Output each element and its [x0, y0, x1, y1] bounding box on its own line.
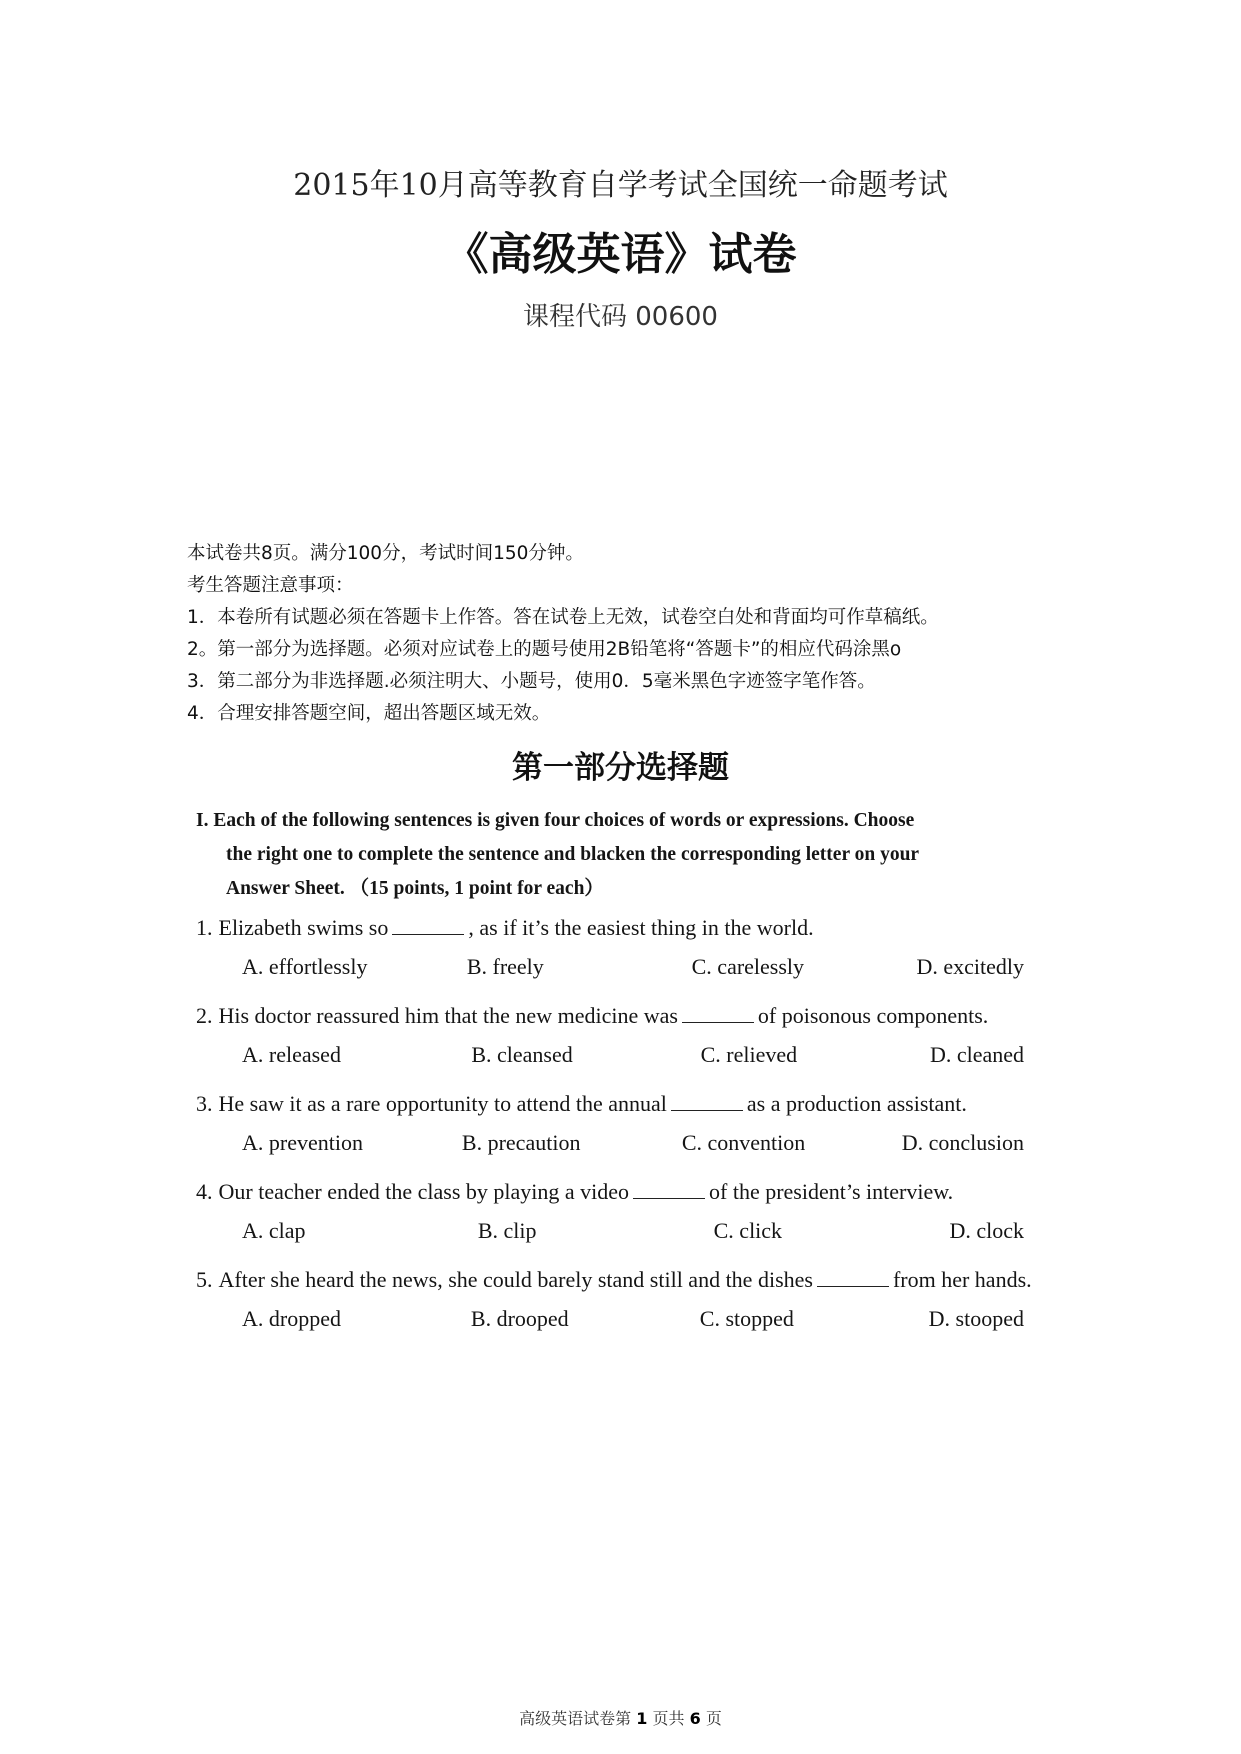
- question-text: [196, 996, 1042, 1036]
- option-d: D. conclusion: [901, 1130, 1024, 1155]
- option-d: D. clock: [949, 1218, 1024, 1243]
- question-stem-before: Elizabeth swims so: [218, 915, 389, 940]
- option-d: D. excitedly: [916, 954, 1024, 979]
- note-line: 本试卷共8页。满分100分，考试时间150分钟。: [187, 543, 584, 564]
- section-title: 第一部分选择题: [512, 750, 729, 786]
- instruction-line: Answer Sheet. （15 points, 1 point for each）: [226, 878, 604, 899]
- footer-page-number: 1: [636, 1709, 648, 1728]
- exam-title: 2015年10月高等教育自学考试全国统一命题考试: [293, 168, 948, 203]
- page-footer: [0, 1706, 1241, 1729]
- question-text: [196, 1260, 1042, 1300]
- question-stem-after: as a production assistant.: [746, 1091, 967, 1116]
- option-c: C. convention: [681, 1130, 806, 1155]
- option-row: [196, 1036, 1042, 1074]
- question-stem-before: He saw it as a rare opportunity to attend the annual: [218, 1091, 667, 1116]
- option-d: D. stooped: [928, 1306, 1024, 1331]
- answer-blank: [392, 916, 464, 935]
- answer-blank: [633, 1180, 705, 1199]
- question-stem-before: After she heard the news, she could barely stand still and the dishes: [218, 1267, 813, 1292]
- option-a: A. released: [242, 1042, 341, 1067]
- note-line: 2。第一部分为选择题。必须对应试卷上的题号使用2B铅笔将“答题卡”的相应代码涂黑ο: [187, 639, 902, 660]
- question-stem-after: , as if it’s the easiest thing in the world.: [468, 915, 814, 940]
- footer-prefix: 高级英语试卷第: [519, 1709, 632, 1728]
- option-b: B. drooped: [470, 1306, 569, 1331]
- question-stem-after: from her hands.: [892, 1267, 1032, 1292]
- option-a: A. effortlessly: [242, 954, 368, 979]
- question-stem-after: of the president’s interview.: [709, 1179, 954, 1204]
- option-c: C. carelessly: [691, 954, 805, 979]
- option-b: B. clip: [477, 1218, 537, 1243]
- option-c: C. click: [713, 1218, 783, 1243]
- option-d: D. cleaned: [929, 1042, 1024, 1067]
- question-text: [196, 908, 1042, 948]
- note-line: 3．第二部分为非选择题.必须注明大、小题号，使用0．5毫米黑色字迹签字笔作答。: [187, 671, 876, 692]
- option-b: B. precaution: [461, 1130, 581, 1155]
- option-row: [196, 948, 1042, 986]
- question-number: 1.: [196, 915, 213, 940]
- footer-suffix: 页: [705, 1709, 722, 1728]
- question-item: [196, 1172, 1042, 1250]
- question-stem-before: His doctor reassured him that the new medicine was: [218, 1003, 678, 1028]
- exam-notes: [187, 538, 1067, 730]
- question-number: 3.: [196, 1091, 213, 1116]
- question-number: 5.: [196, 1267, 213, 1292]
- question-number: 4.: [196, 1179, 213, 1204]
- option-b: B. freely: [466, 954, 544, 979]
- option-b: B. cleansed: [471, 1042, 573, 1067]
- answer-blank: [682, 1004, 754, 1023]
- question-item: [196, 908, 1042, 986]
- option-row: [196, 1124, 1042, 1162]
- question-text: [196, 1172, 1042, 1212]
- instruction-line: the right one to complete the sentence and blacken the corresponding letter on your: [226, 844, 920, 865]
- section-instructions: [196, 804, 1038, 906]
- option-a: A. dropped: [242, 1306, 341, 1331]
- note-line: 1．本卷所有试题必须在答题卡上作答。答在试卷上无效，试卷空白处和背面均可作草稿纸。: [187, 607, 939, 628]
- answer-blank: [817, 1268, 889, 1287]
- paper-title: 《高级英语》试卷: [444, 229, 797, 280]
- option-row: [196, 1212, 1042, 1250]
- option-c: C. relieved: [700, 1042, 798, 1067]
- option-a: A. prevention: [242, 1130, 363, 1155]
- question-stem-after: of poisonous components.: [757, 1003, 989, 1028]
- course-code: 课程代码 00600: [523, 302, 718, 332]
- question-list: [196, 908, 1042, 1348]
- instruction-line: I. Each of the following sentences is given four choices of words or expressions. Choose: [196, 810, 915, 831]
- note-line: 考生答题注意事项：: [187, 575, 354, 596]
- footer-middle: 页共: [652, 1709, 685, 1728]
- question-text: [196, 1084, 1042, 1124]
- option-a: A. clap: [242, 1218, 306, 1243]
- question-number: 2.: [196, 1003, 213, 1028]
- answer-blank: [671, 1092, 743, 1111]
- option-row: [196, 1300, 1042, 1338]
- footer-total-pages: 6: [689, 1709, 701, 1728]
- question-item: [196, 1084, 1042, 1162]
- question-item: [196, 1260, 1042, 1338]
- option-c: C. stopped: [699, 1306, 794, 1331]
- question-stem-before: Our teacher ended the class by playing a video: [218, 1179, 630, 1204]
- note-line: 4．合理安排答题空间，超出答题区域无效。: [187, 703, 551, 724]
- question-item: [196, 996, 1042, 1074]
